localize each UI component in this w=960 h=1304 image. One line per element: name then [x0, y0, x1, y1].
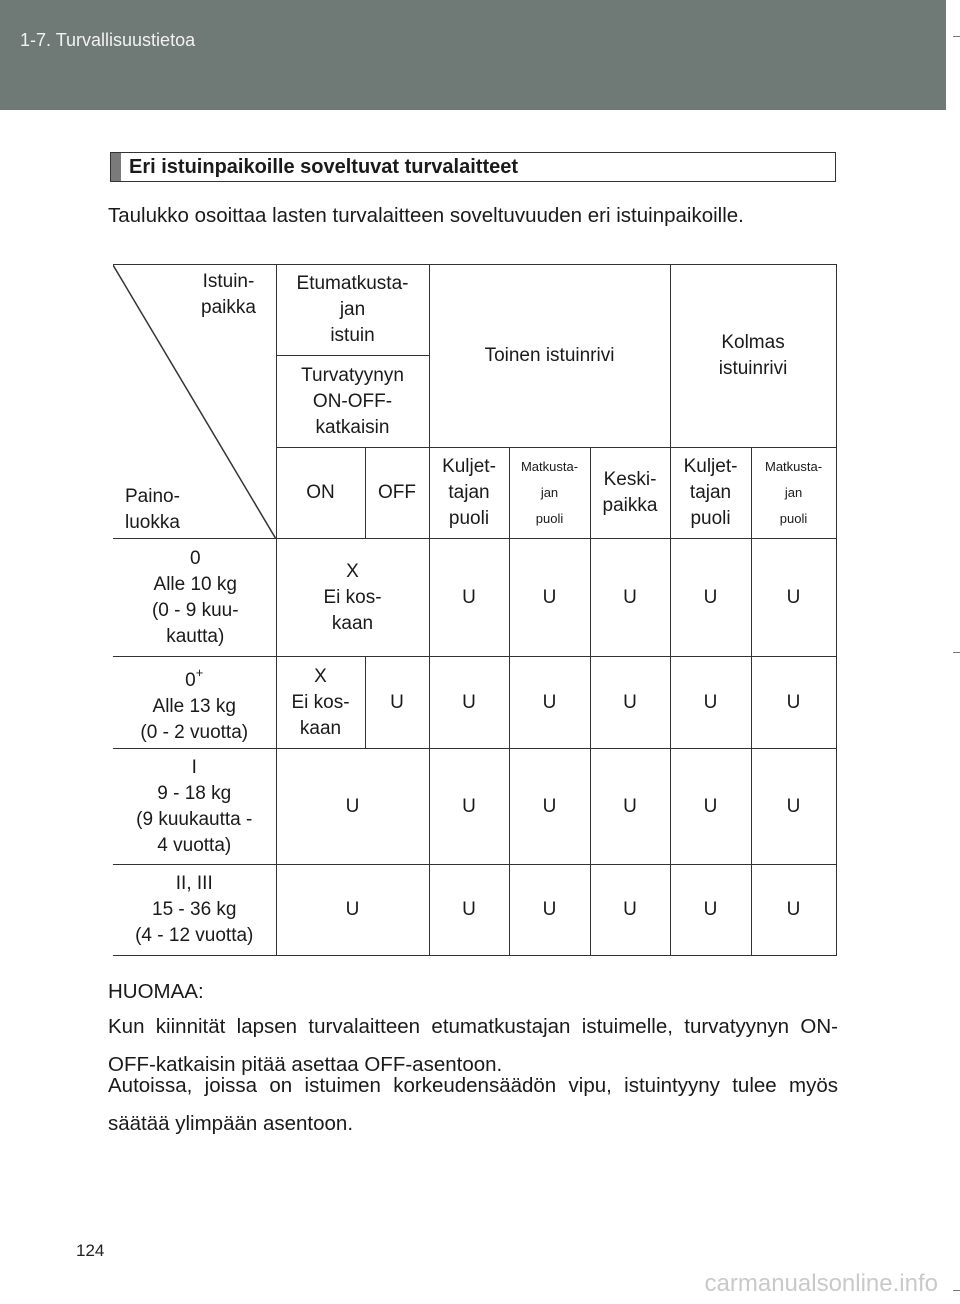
col-row2-center: Keski- paikka [590, 448, 670, 539]
table-cell: U [509, 749, 590, 865]
table-cell: U [670, 865, 751, 956]
table-cell: U [590, 657, 670, 749]
weight-group-label: 0+ Alle 13 kg (0 - 2 vuotta) [113, 657, 276, 749]
table-cell: U [590, 865, 670, 956]
table-cell: U [670, 749, 751, 865]
table-cell: U [429, 865, 509, 956]
page-number: 124 [76, 1241, 105, 1260]
table-cell: U [429, 539, 509, 657]
note-title: HUOMAA: [108, 980, 204, 1003]
seat-suitability-table [113, 264, 837, 956]
table-row [113, 539, 836, 657]
table-row [113, 749, 836, 865]
table-cell: U [751, 539, 836, 657]
front-seat-value: X Ei kos- kaan [276, 539, 429, 657]
corner-header [113, 265, 276, 539]
table-cell: U [509, 539, 590, 657]
weight-group-label: II, III 15 - 36 kg (4 - 12 vuotta) [113, 865, 276, 956]
front-seat-value: U [276, 749, 429, 865]
header-bar [0, 0, 946, 110]
table-cell: U [365, 657, 429, 749]
col-off: OFF [365, 448, 429, 539]
table-cell: U [670, 539, 751, 657]
third-row-header: Kolmas istuinrivi [670, 265, 836, 448]
table-cell: U [590, 539, 670, 657]
front-seat-value: X Ei kos- kaan [276, 657, 365, 749]
page-edge-marks [946, 0, 960, 1304]
note-paragraph-1: Kun kiinnität lapsen turvalaitteen etumatkustajan istuimelle, turvatyynyn ON-OFF-katkaisin pitää asettaa OFF-asentoon. [108, 1015, 838, 1076]
corner-weight-label: Paino- luokka [125, 486, 180, 533]
weight-group-label: I 9 - 18 kg (9 kuukautta - 4 vuotta) [113, 749, 276, 865]
col-row3-driver: Kuljet- tajan puoli [670, 448, 751, 539]
intro-paragraph: Taulukko osoittaa lasten turvalaitteen soveltuvuuden eri istuinpaikoille. [108, 204, 744, 227]
second-row-header: Toinen istuinrivi [429, 265, 670, 448]
heading-accent-bar [111, 153, 121, 181]
table-row [113, 865, 836, 956]
table-cell: U [751, 749, 836, 865]
table-cell: U [509, 657, 590, 749]
table-cell: U [429, 657, 509, 749]
table-cell: U [670, 657, 751, 749]
table-row [113, 657, 836, 749]
section-heading [110, 152, 836, 182]
corner-seat-label: Istuin- paikka [201, 271, 256, 318]
watermark: carmanualsonline.info [704, 1270, 938, 1297]
front-seat-value: U [276, 865, 429, 956]
note-paragraph-2: Autoissa, joissa on istuimen korkeudensäädön vipu, istuintyyny tulee myös säätää ylimpään asentoon. [108, 1074, 838, 1135]
section-title: 1-7. Turvallisuustietoa [20, 30, 196, 50]
table-cell: U [751, 657, 836, 749]
table-cell: U [751, 865, 836, 956]
col-row2-driver: Kuljet- tajan puoli [429, 448, 509, 539]
front-seat-header: Etumatkusta- jan istuin [276, 265, 429, 356]
col-on: ON [276, 448, 365, 539]
table-cell: U [429, 749, 509, 865]
table-cell: U [590, 749, 670, 865]
section-heading-text: Eri istuinpaikoille soveltuvat turvalaitteet [129, 156, 519, 178]
col-row3-passenger: Matkusta- jan puoli [751, 448, 836, 539]
airbag-switch-header: Turvatyynyn ON-OFF- katkaisin [276, 356, 429, 448]
table-cell: U [509, 865, 590, 956]
weight-group-label: 0 Alle 10 kg (0 - 9 kuu- kautta) [113, 539, 276, 657]
col-row2-passenger: Matkusta- jan puoli [509, 448, 590, 539]
